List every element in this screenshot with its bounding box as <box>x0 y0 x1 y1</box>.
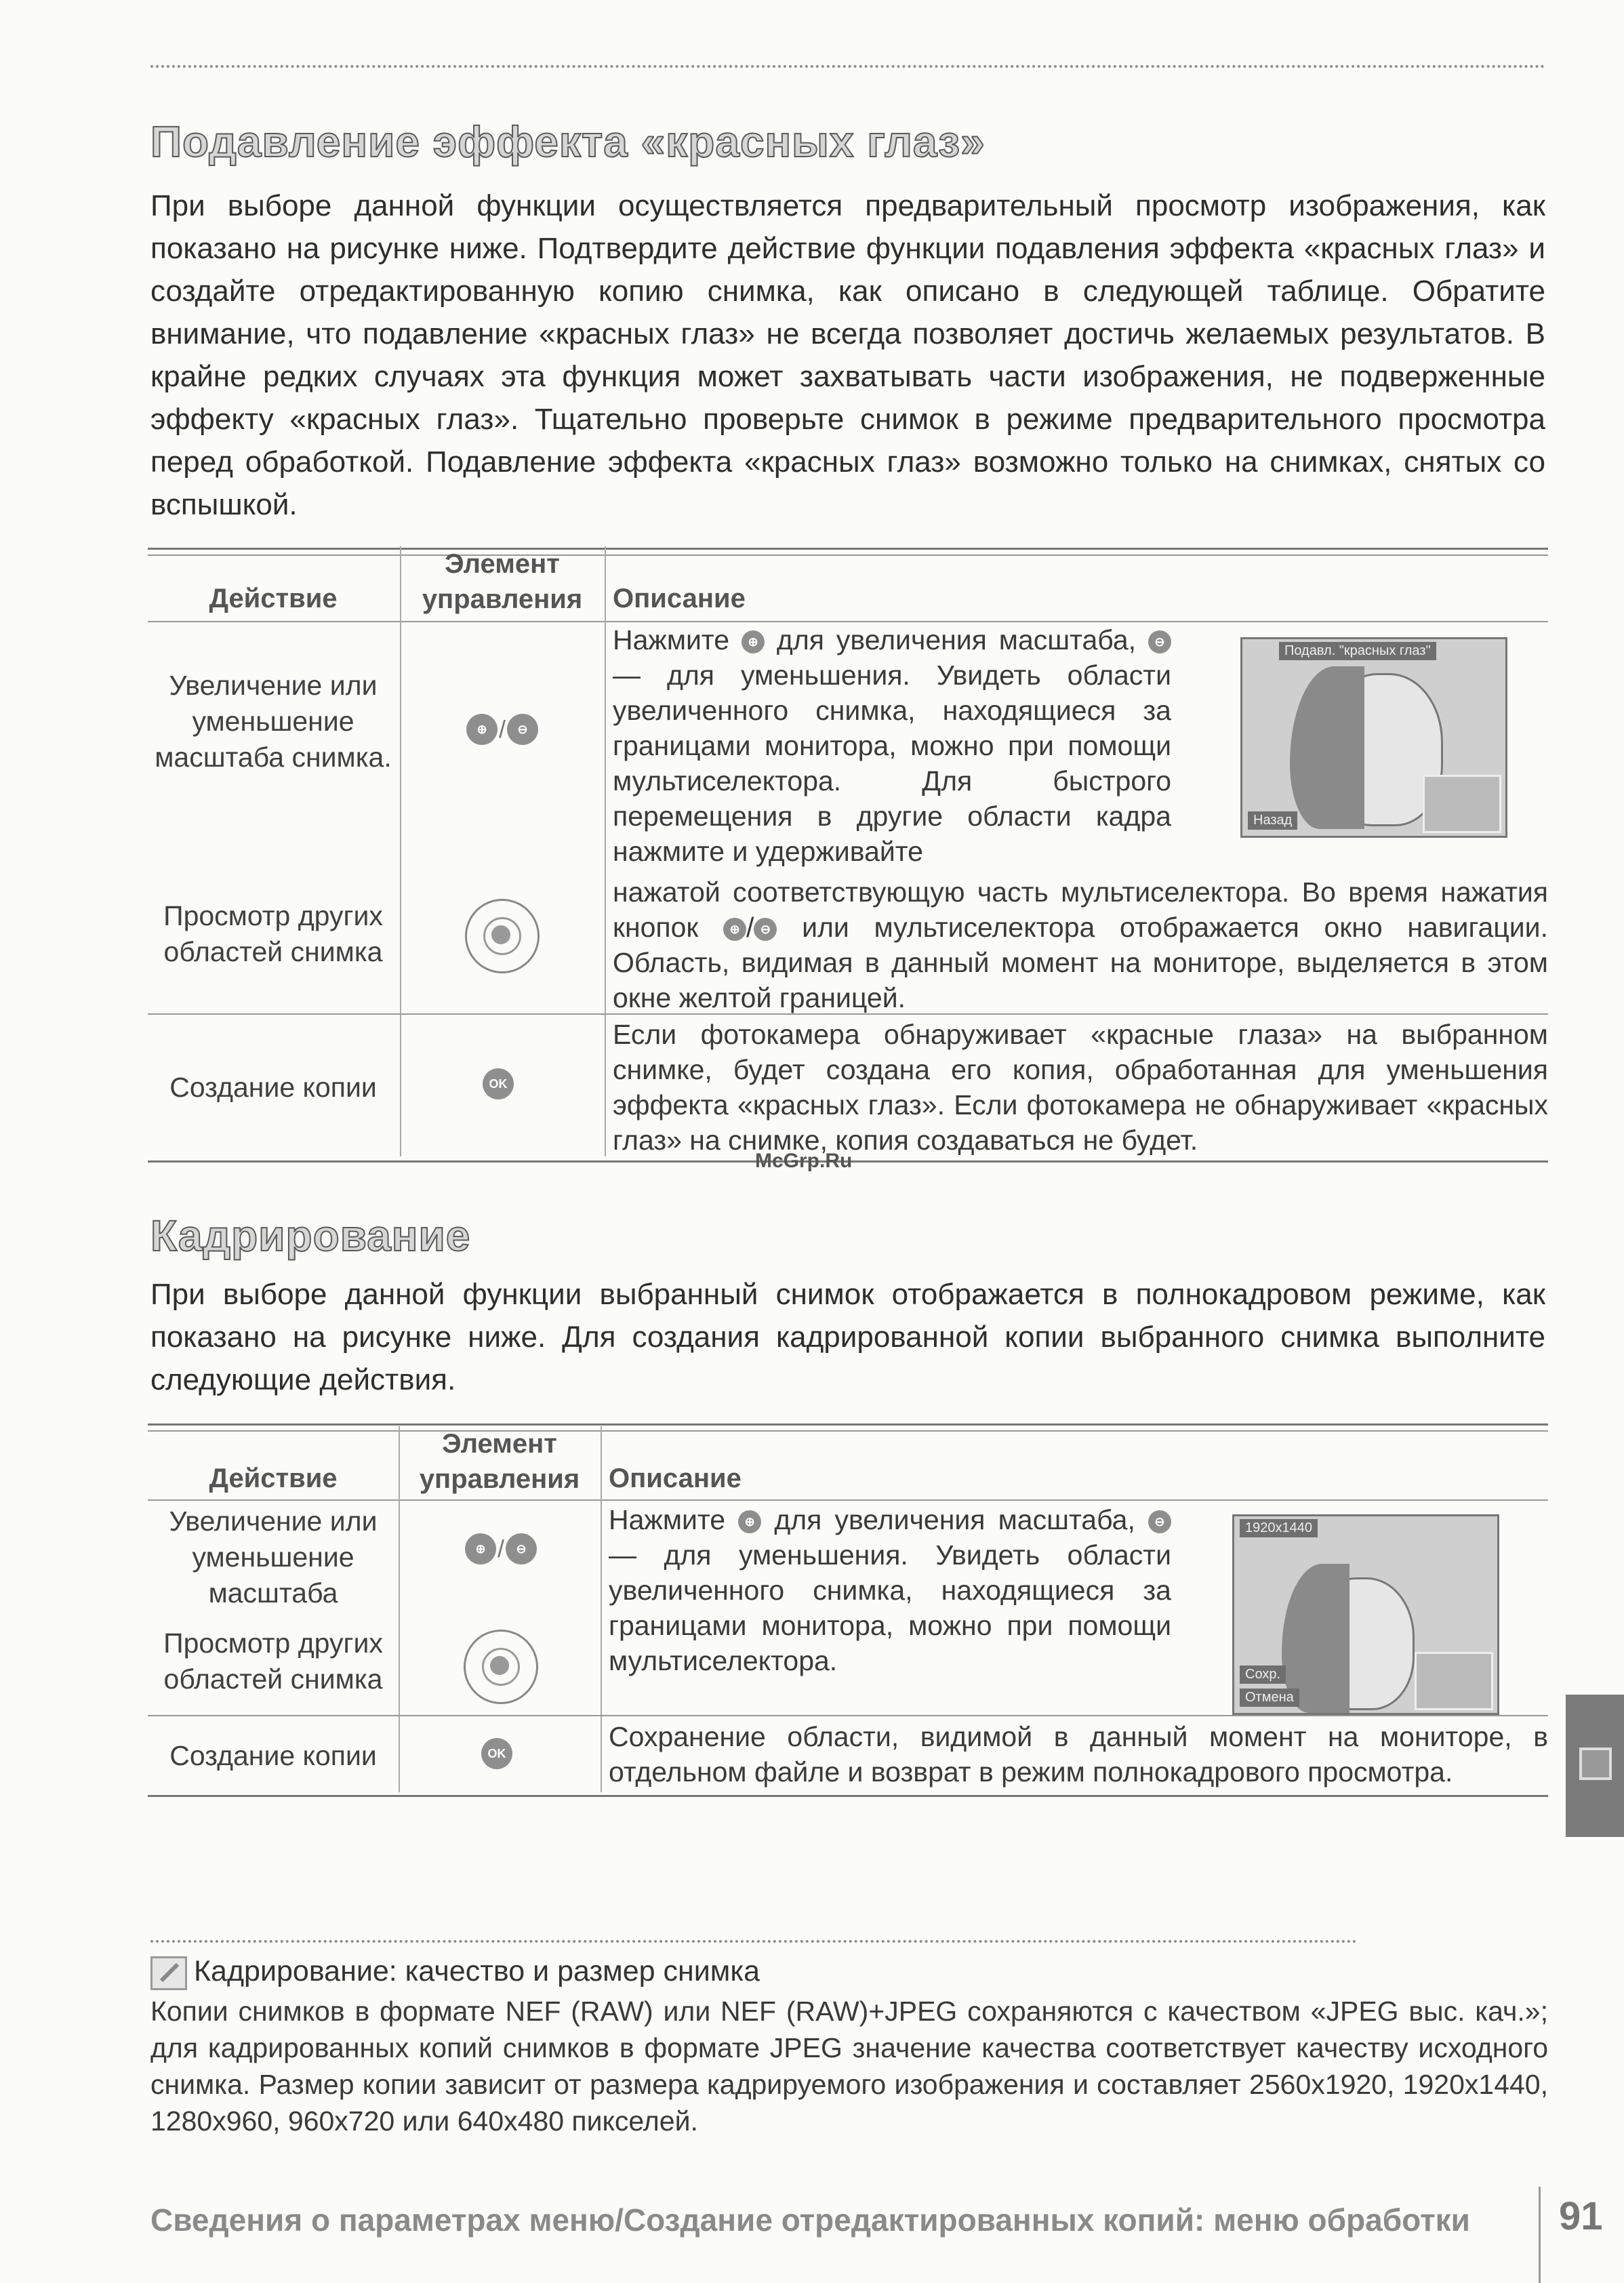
table2-header-rule <box>148 1499 1548 1501</box>
note-title: Кадрирование: качество и размер снимка <box>194 1955 760 1987</box>
desc-zoom-in: для увеличения масштаба, <box>774 1504 1135 1535</box>
zoom-in-icon: ⊕ <box>742 630 765 653</box>
zoom-out-icon: ⊖ <box>1148 630 1171 653</box>
desc-zoom-in: для увеличения масштаба, <box>776 624 1137 655</box>
zoom-in-icon: ⊕ <box>738 1510 761 1533</box>
section-heading-crop: Кадрирование <box>150 1211 471 1260</box>
table1-col-divider-1 <box>400 546 401 1156</box>
red-eye-intro: При выборе данной функции осуществляется предварительный просмотр изображения, как показано на рисунке ниже. Подтвердите действие функции подавления эффекта «красных глаз» и создайте отредактированную копию снимка, как описано в следующей таблице. Обратите внимание, что подавление «красных глаз» не всегда позволяет достичь желаемых результатов. В крайне редких случаях эта функция может захватывать части изображения, не подверженные эффекту «красных глаз». Тщательно проверьте снимок в режиме предварительного просмотра перед обработкой. Подавление эффекта «красных глаз» возможно только на снимках, снятых со вспышкой. <box>150 189 1545 521</box>
ok-button-icon: OK <box>483 1068 514 1099</box>
crop-preview-screen <box>1232 1514 1499 1715</box>
crop-intro: При выборе данной функции выбранный снимок отображается в полнокадровом режиме, как показано на рисунке ниже. Для создания кадрированной копии выбранного снимка выполните следующие действия. <box>150 1278 1545 1396</box>
table2-action-copy: Создание копии <box>169 1740 377 1771</box>
note-rule <box>150 1940 1357 1943</box>
page-number: 91 <box>1559 2194 1603 2238</box>
table1-zoom-desc-cont: нажатой соответствующую часть мультиселектора. Во время нажатия кнопок ⊕ / ⊖ или мультиселектора отображается окно навигации. Область, видимая в данный момент на мониторе, выделяется в этом окне желтой границей. <box>613 876 1548 1013</box>
table2-header-desc: Описание <box>609 1463 742 1493</box>
portrait-hair <box>1290 666 1364 829</box>
pencil-note-icon <box>150 1956 187 1990</box>
desc-press: Нажмите <box>609 1504 726 1535</box>
table2-top-rule2 <box>148 1430 1548 1432</box>
table2-row-rule <box>148 1715 1548 1716</box>
desc-hold: нажатой соответствующую часть мультиселектора. Во время нажатия кнопок <box>613 876 1548 943</box>
footer-section-title: Сведения о параметрах меню/Создание отредактированных копий: меню обработки <box>150 2202 1470 2238</box>
table2-header-action: Действие <box>209 1463 338 1493</box>
multiselector-icon <box>464 1630 538 1704</box>
zoom-in-icon: ⊕ <box>466 714 498 745</box>
table1-row-rule <box>148 1013 1548 1015</box>
table1-action-pan: Просмотр других областей снимка <box>163 900 383 967</box>
table2-action-zoom: Увеличение или уменьшение масштаба <box>169 1506 378 1609</box>
top-rule <box>150 65 1545 68</box>
watermark: McGrp.Ru <box>755 1150 853 1172</box>
table2-col-divider-1 <box>399 1426 400 1792</box>
table1-header-control: Элемент управления <box>422 549 583 614</box>
table2-bottom-rule <box>148 1795 1548 1797</box>
table2-top-rule <box>148 1423 1548 1426</box>
screen-title: Подавл. "красных глаз" <box>1279 642 1436 660</box>
table1-action-zoom: Увеличение или уменьшение масштаба снимка. <box>155 670 392 773</box>
zoom-in-icon: ⊕ <box>723 918 746 941</box>
zoom-in-icon: ⊕ <box>465 1533 496 1564</box>
zoom-buttons-icon: ⊕ / ⊖ <box>465 1533 537 1564</box>
table1-action-copy: Создание копии <box>169 1072 377 1103</box>
navigation-window <box>1415 1652 1493 1710</box>
screen-size-label: 1920x1440 <box>1240 1519 1318 1537</box>
zoom-buttons-icon: ⊕ / ⊖ <box>466 714 538 745</box>
desc-zoom-out: — для уменьшения. Увидеть области увеличенного снимка, находящиеся за границами монитора, можно при помощи мультиселектора. Для быстрого перемещения в другие области кадра нажмите и удерживайте <box>613 660 1171 867</box>
table1-col-divider-2 <box>605 546 606 1156</box>
table1-top-rule <box>148 548 1548 550</box>
red-eye-preview-screen <box>1240 637 1507 838</box>
zoom-out-icon: ⊖ <box>1148 1510 1171 1533</box>
screen-back-label: Назад <box>1248 811 1297 830</box>
screen-cancel-label: Отмена <box>1240 1689 1299 1707</box>
chapter-tab <box>1566 1695 1624 1837</box>
note-text: Копии снимков в формате NEF (RAW) или NEF (RAW)+JPEG сохраняются с качеством «JPEG выс. кач.»; для кадрированных копий снимков в формате JPEG значение качества соответствует качеству исходного снимка. Размер копии зависит от размера кадрируемого изображения и составляет 2560x1920, 1920x1440, 1280x960, 960x720 или 640x480 пикселей. <box>150 1996 1548 2137</box>
table2-copy-desc: Сохранение области, видимой в данный момент на мониторе, в отдельном файле и возврат в режим полнокадрового просмотра. <box>609 1721 1548 1787</box>
table2-header-control: Элемент управления <box>419 1429 580 1494</box>
zoom-out-icon: ⊖ <box>506 1533 537 1564</box>
table2-col-divider-2 <box>601 1426 602 1792</box>
footer-divider <box>1539 2187 1541 2283</box>
section-heading-red-eye: Подавление эффекта «красных глаз» <box>150 117 986 166</box>
screen-save-label: Сохр. <box>1240 1665 1286 1684</box>
multiselector-icon <box>465 899 540 973</box>
desc-press: Нажмите <box>613 624 730 655</box>
navigation-window <box>1423 775 1501 833</box>
table2-action-pan: Просмотр других областей снимка <box>163 1628 383 1695</box>
table1-top-rule2 <box>148 554 1548 556</box>
table1-zoom-desc <box>613 622 1171 869</box>
desc-navigation: или мультиселектора отображается окно навигации. Область, видимая в данный момент на мониторе, выделяется в этом окне желтой границей. <box>613 912 1548 1013</box>
table2-zoom-desc <box>609 1502 1171 1678</box>
table1-header-desc: Описание <box>613 584 746 613</box>
zoom-out-icon: ⊖ <box>754 918 777 941</box>
table1-header-action: Действие <box>209 584 338 613</box>
table1-copy-desc: Если фотокамера обнаруживает «красные глаза» на выбранном снимке, будет создана его копия, обработанная для уменьшения эффекта «красных глаз». Если фотокамера не обнаруживает «красных глаз» на снимке, копия создаваться не будет. <box>613 1019 1548 1156</box>
desc-zoom-out: — для уменьшения. Увидеть области увеличенного снимка, находящиеся за границами монитора, можно при помощи мультиселектора. <box>609 1539 1171 1676</box>
ok-button-icon: OK <box>481 1738 512 1769</box>
retouch-icon <box>1579 1747 1612 1780</box>
zoom-out-icon: ⊖ <box>507 714 538 745</box>
